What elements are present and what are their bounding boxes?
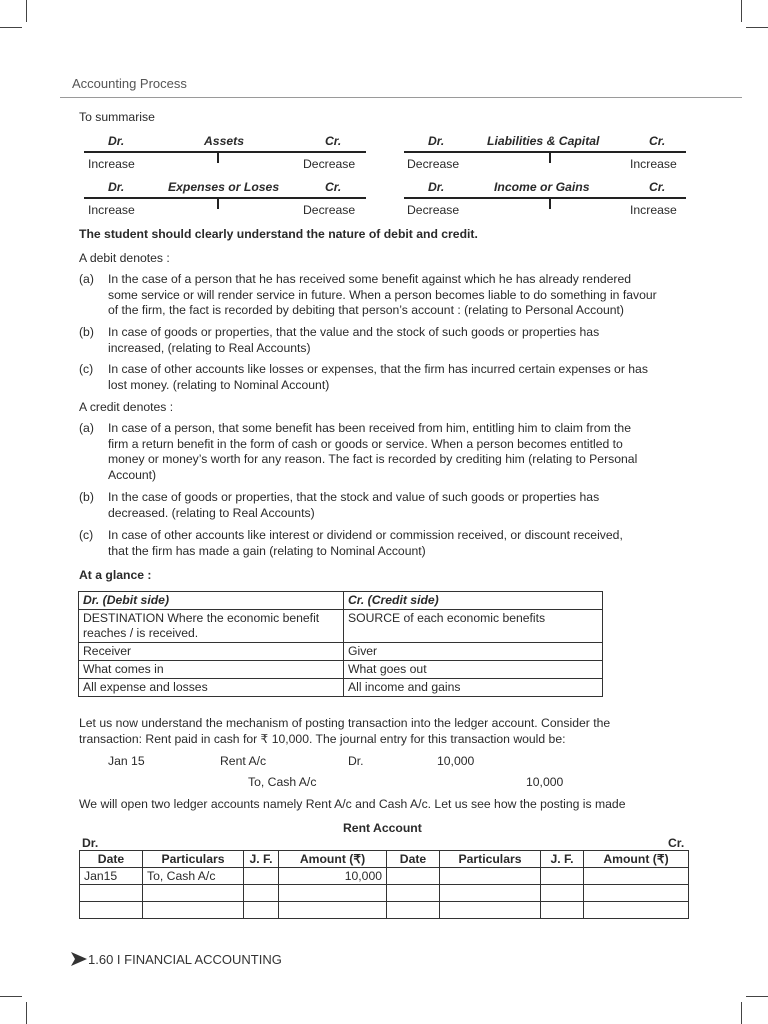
table-cell: All income and gains bbox=[344, 679, 603, 697]
crop-mark bbox=[0, 27, 22, 28]
t-account-liabilities bbox=[404, 134, 686, 174]
column-header: Particulars bbox=[143, 851, 244, 868]
t-left-value: Increase bbox=[88, 203, 135, 217]
page-footer bbox=[70, 951, 282, 970]
column-header: Date bbox=[387, 851, 440, 868]
table-cell bbox=[143, 902, 244, 919]
ledger-intro: We will open two ledger accounts namely Rent A/c and Cash A/c. Let us see how the posting is made bbox=[79, 797, 626, 811]
debit-title: A debit denotes : bbox=[79, 251, 170, 265]
item-line: In case of other accounts like losses or expenses, that the firm has incurred certain expenses or has bbox=[108, 362, 648, 376]
item-line: In the case of goods or properties, that the stock and value of such goods or properties has bbox=[108, 490, 600, 504]
t-account-name: Income or Gains bbox=[494, 180, 590, 194]
table-cell bbox=[244, 885, 279, 902]
entry-dr: Dr. bbox=[348, 754, 364, 768]
t-account-name: Expenses or Loses bbox=[168, 180, 280, 194]
column-header: J. F. bbox=[541, 851, 584, 868]
item-label: (b) bbox=[79, 490, 94, 504]
item-label: (c) bbox=[79, 528, 94, 542]
table-cell: All expense and losses bbox=[79, 679, 344, 697]
table-row bbox=[79, 643, 603, 661]
table-cell: What goes out bbox=[344, 661, 603, 679]
column-header: Date bbox=[80, 851, 143, 868]
t-divider bbox=[549, 152, 551, 163]
table-cell: To, Cash A/c bbox=[143, 868, 244, 885]
table-cell bbox=[387, 902, 440, 919]
item-label: (a) bbox=[79, 421, 94, 435]
table-row bbox=[80, 868, 689, 885]
t-cr-label: Cr. bbox=[325, 180, 342, 194]
t-account-expenses bbox=[84, 180, 366, 220]
footer-text: 1.60 I FINANCIAL ACCOUNTING bbox=[88, 951, 282, 967]
table-cell bbox=[244, 902, 279, 919]
item-line: decreased. (relating to Real Accounts) bbox=[108, 505, 315, 520]
crop-mark bbox=[0, 996, 22, 997]
table-cell: Receiver bbox=[79, 643, 344, 661]
table-cell: DESTINATION Where the economic benefit reaches / is received. bbox=[79, 610, 344, 643]
item-line: In case of a person, that some benefit has been received from him, entitling him to claim from the bbox=[108, 421, 631, 435]
crop-mark bbox=[741, 1002, 742, 1024]
column-header: Amount (₹) bbox=[584, 851, 689, 868]
t-dr-label: Dr. bbox=[428, 134, 445, 148]
t-divider bbox=[549, 198, 551, 209]
t-left-value: Decrease bbox=[407, 203, 460, 217]
credit-title: A credit denotes : bbox=[79, 400, 174, 414]
item-line: of the firm, the fact is recorded by debiting that person’s account : (relating to Personal Account) bbox=[108, 303, 624, 318]
item-line: increased, (relating to Real Accounts) bbox=[108, 340, 311, 355]
column-header: Amount (₹) bbox=[279, 851, 387, 868]
item-line: money or money’s worth for any reason. The fact is recorded by crediting him (relating to Personal bbox=[108, 452, 638, 467]
table-cell: Jan15 bbox=[80, 868, 143, 885]
t-divider bbox=[217, 152, 219, 163]
table-cell bbox=[80, 902, 143, 919]
t-dr-label: Dr. bbox=[108, 134, 125, 148]
t-right-value: Decrease bbox=[303, 203, 356, 217]
item-line: Account) bbox=[108, 467, 157, 482]
item-line: some service or will render service in future. When a person becomes liable to do something in favour bbox=[108, 287, 657, 302]
t-rule bbox=[84, 197, 366, 199]
entry-dr-amount: 10,000 bbox=[437, 754, 475, 768]
mechanism-line-1: Let us now understand the mechanism of posting transaction into the ledger account. Consider the bbox=[79, 716, 611, 730]
table-cell bbox=[279, 885, 387, 902]
table-cell bbox=[80, 885, 143, 902]
summary-intro: To summarise bbox=[79, 110, 155, 124]
t-rule bbox=[404, 197, 686, 199]
table-cell bbox=[440, 885, 541, 902]
t-right-value: Increase bbox=[630, 203, 677, 217]
t-divider bbox=[217, 198, 219, 209]
table-cell bbox=[541, 885, 584, 902]
chevron-right-icon bbox=[70, 951, 88, 970]
table-row bbox=[79, 610, 603, 643]
table-row bbox=[79, 679, 603, 697]
header-rule bbox=[60, 97, 742, 98]
t-right-value: Increase bbox=[630, 157, 677, 171]
summary-note: The student should clearly understand the nature of debit and credit. bbox=[79, 227, 478, 241]
table-cell bbox=[387, 868, 440, 885]
glance-table bbox=[78, 591, 603, 697]
table-cell bbox=[244, 868, 279, 885]
t-cr-label: Cr. bbox=[649, 180, 666, 194]
table-cell: 10,000 bbox=[279, 868, 387, 885]
entry-date: Jan 15 bbox=[108, 754, 145, 768]
table-row bbox=[79, 661, 603, 679]
table-header: Cr. (Credit side) bbox=[344, 592, 603, 610]
table-cell bbox=[440, 902, 541, 919]
column-header: J. F. bbox=[244, 851, 279, 868]
table-cell bbox=[541, 902, 584, 919]
ledger-dr: Dr. bbox=[82, 836, 99, 850]
crop-mark bbox=[26, 0, 27, 22]
table-cell bbox=[143, 885, 244, 902]
item-line: lost money. (relating to Nominal Account) bbox=[108, 377, 330, 392]
item-line: In the case of a person that he has received some benefit against which he has already rendered bbox=[108, 272, 632, 286]
table-cell bbox=[279, 902, 387, 919]
t-dr-label: Dr. bbox=[108, 180, 125, 194]
entry-to: To, Cash A/c bbox=[248, 775, 317, 789]
ledger-table bbox=[79, 850, 689, 919]
glance-title: At a glance : bbox=[79, 568, 152, 582]
table-row bbox=[79, 592, 603, 610]
table-cell bbox=[584, 885, 689, 902]
item-line: firm a return benefit in the form of cash or goods or service. When a person becomes entitled to bbox=[108, 436, 623, 451]
t-rule bbox=[404, 151, 686, 153]
crop-mark bbox=[26, 1002, 27, 1024]
table-cell bbox=[387, 885, 440, 902]
item-label: (c) bbox=[79, 362, 94, 376]
ledger-title: Rent Account bbox=[343, 821, 422, 835]
table-cell bbox=[541, 868, 584, 885]
t-left-value: Increase bbox=[88, 157, 135, 171]
crop-mark bbox=[746, 996, 768, 997]
table-row bbox=[80, 851, 689, 868]
ledger-cr: Cr. bbox=[668, 836, 685, 850]
item-label: (b) bbox=[79, 325, 94, 339]
table-cell bbox=[584, 868, 689, 885]
running-header: Accounting Process bbox=[72, 76, 187, 91]
t-cr-label: Cr. bbox=[649, 134, 666, 148]
crop-mark bbox=[746, 27, 768, 28]
column-header: Particulars bbox=[440, 851, 541, 868]
table-cell bbox=[440, 868, 541, 885]
item-line: that the firm has made a gain (relating to Nominal Account) bbox=[108, 543, 426, 558]
entry-cr-amount: 10,000 bbox=[526, 775, 564, 789]
t-account-name: Assets bbox=[204, 134, 244, 148]
table-row bbox=[80, 902, 689, 919]
t-left-value: Decrease bbox=[407, 157, 460, 171]
mechanism-line-2: transaction: Rent paid in cash for ₹ 10,000. The journal entry for this transaction would be: bbox=[79, 732, 566, 746]
t-account-assets bbox=[84, 134, 366, 174]
table-cell bbox=[584, 902, 689, 919]
table-cell: Giver bbox=[344, 643, 603, 661]
crop-mark bbox=[741, 0, 742, 22]
t-right-value: Decrease bbox=[303, 157, 356, 171]
t-account-income bbox=[404, 180, 686, 220]
table-cell: What comes in bbox=[79, 661, 344, 679]
t-dr-label: Dr. bbox=[428, 180, 445, 194]
item-line: In case of goods or properties, that the value and the stock of such goods or properties has bbox=[108, 325, 600, 339]
table-cell: SOURCE of each economic benefits bbox=[344, 610, 603, 643]
table-row bbox=[80, 885, 689, 902]
entry-account: Rent A/c bbox=[220, 754, 267, 768]
t-account-name: Liabilities & Capital bbox=[487, 134, 600, 148]
item-label: (a) bbox=[79, 272, 94, 286]
item-line: In case of other accounts like interest or dividend or commission received, or discount received, bbox=[108, 528, 623, 542]
table-header: Dr. (Debit side) bbox=[79, 592, 344, 610]
t-rule bbox=[84, 151, 366, 153]
t-cr-label: Cr. bbox=[325, 134, 342, 148]
